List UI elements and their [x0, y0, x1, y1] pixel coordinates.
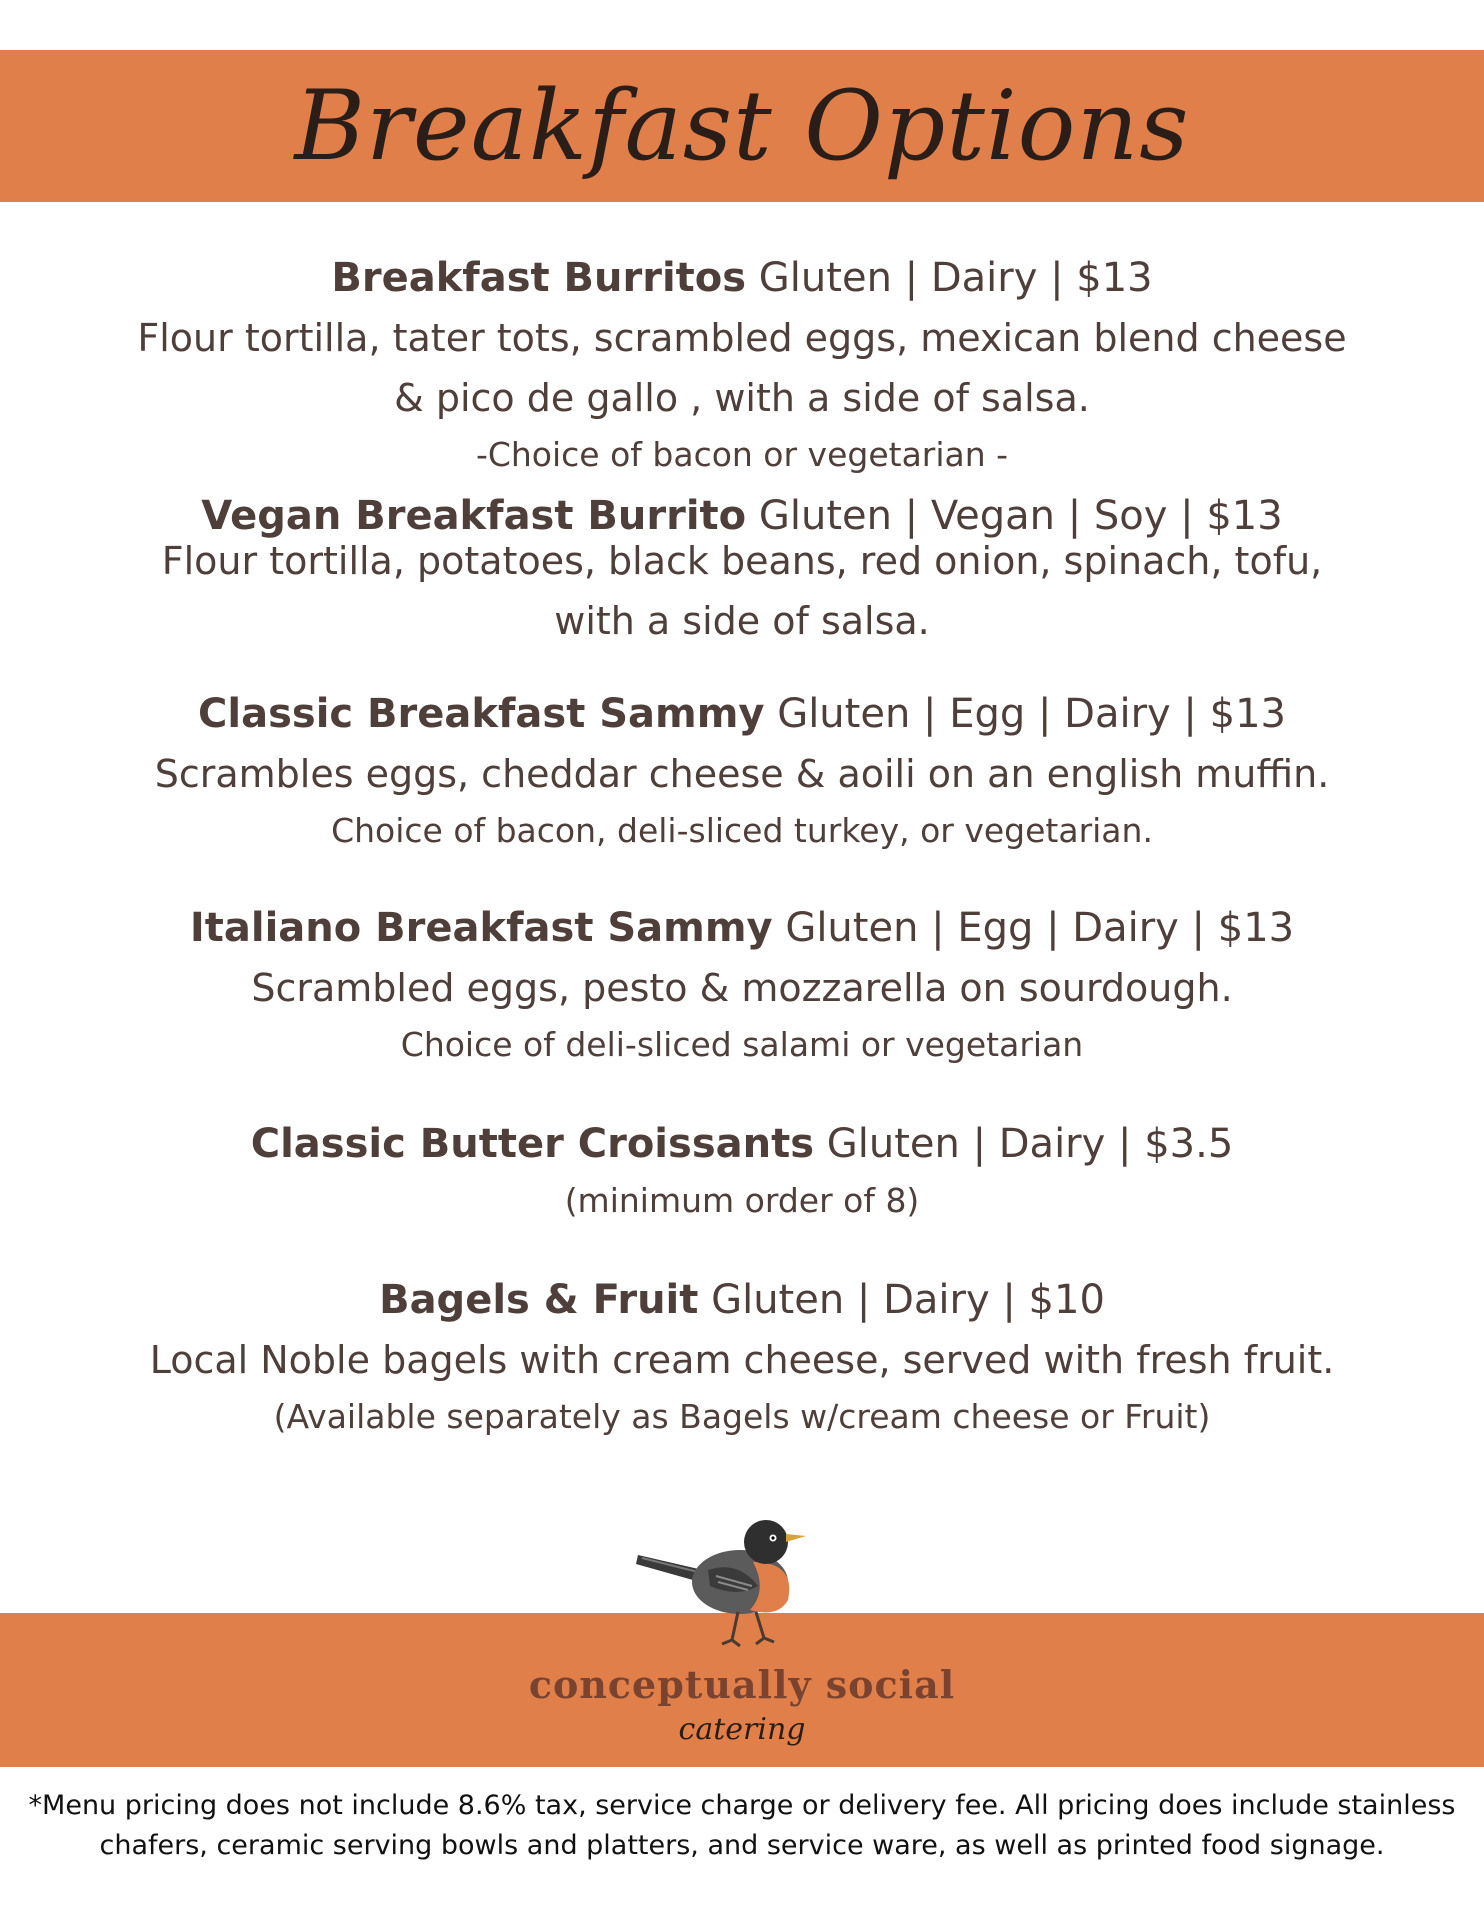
brand-name: conceptually social — [528, 1662, 956, 1707]
menu-item-header — [0, 684, 1484, 744]
menu-item-name: Vegan Breakfast Burrito — [201, 493, 747, 539]
menu-item-header — [0, 898, 1484, 958]
brand-subtitle: catering — [678, 1712, 806, 1747]
menu-item — [0, 898, 1484, 1072]
menu-item-header — [0, 1270, 1484, 1330]
menu-item-description: Scrambled eggs, pesto & mozzarella on sourdough. — [251, 966, 1233, 1010]
menu-item-name: Italiano Breakfast Sammy — [189, 905, 773, 951]
disclaimer-line: *Menu pricing does not include 8.6% tax, service charge or delivery fee. All pricing does include stainless — [28, 1790, 1456, 1821]
menu-item-name: Bagels & Fruit — [379, 1277, 699, 1323]
menu-item — [0, 684, 1484, 858]
menu-item-header — [0, 1114, 1484, 1174]
menu-item — [0, 1114, 1484, 1228]
menu-item-name: Classic Breakfast Sammy — [198, 691, 765, 737]
menu-item-name: Classic Butter Croissants — [250, 1121, 815, 1167]
menu-item-tags: Gluten | Dairy | $3.5 — [814, 1121, 1234, 1167]
menu-item-name: Breakfast Burritos — [331, 255, 747, 301]
menu-item-description: with a side of salsa. — [554, 599, 930, 643]
menu-item-header — [0, 248, 1484, 308]
menu-item-description: & pico de gallo , with a side of salsa. — [394, 376, 1090, 420]
menu-item-header — [0, 492, 1484, 540]
menu-item-note: Choice of bacon, deli-sliced turkey, or vegetarian. — [331, 811, 1153, 850]
menu-item-description: Local Noble bagels with cream cheese, served with fresh fruit. — [149, 1338, 1335, 1382]
robin-bird-icon — [628, 1500, 828, 1650]
menu-item-note: (minimum order of 8) — [564, 1181, 920, 1220]
menu-item-description: Flour tortilla, potatoes, black beans, red onion, spinach, tofu, — [161, 539, 1323, 583]
menu-list — [0, 248, 1484, 1444]
page-title: Breakfast Options — [294, 70, 1190, 182]
pricing-disclaimer — [0, 1786, 1484, 1866]
menu-item-tags: Gluten | Egg | Dairy | $13 — [772, 905, 1295, 951]
menu-item-note: (Available separately as Bagels w/cream cheese or Fruit) — [273, 1397, 1211, 1436]
menu-item — [0, 492, 1484, 660]
menu-item-description: Flour tortilla, tater tots, scrambled eggs, mexican blend cheese — [137, 316, 1347, 360]
menu-item — [0, 248, 1484, 482]
menu-item-tags: Gluten | Dairy | $13 — [746, 255, 1153, 301]
header-banner — [0, 50, 1484, 202]
disclaimer-line: chafers, ceramic serving bowls and platters, and service ware, as well as printed food signage. — [99, 1830, 1385, 1861]
menu-item-note: -Choice of bacon or vegetarian - — [475, 435, 1009, 474]
menu-item — [0, 1270, 1484, 1444]
menu-item-tags: Gluten | Dairy | $10 — [698, 1277, 1105, 1323]
menu-item-note: Choice of deli-sliced salami or vegetarian — [400, 1025, 1084, 1064]
menu-item-tags: Gluten | Vegan | Soy | $13 — [746, 493, 1283, 539]
menu-item-description: Scrambles eggs, cheddar cheese & aoili on an english muffin. — [154, 752, 1330, 796]
menu-item-tags: Gluten | Egg | Dairy | $13 — [764, 691, 1286, 737]
